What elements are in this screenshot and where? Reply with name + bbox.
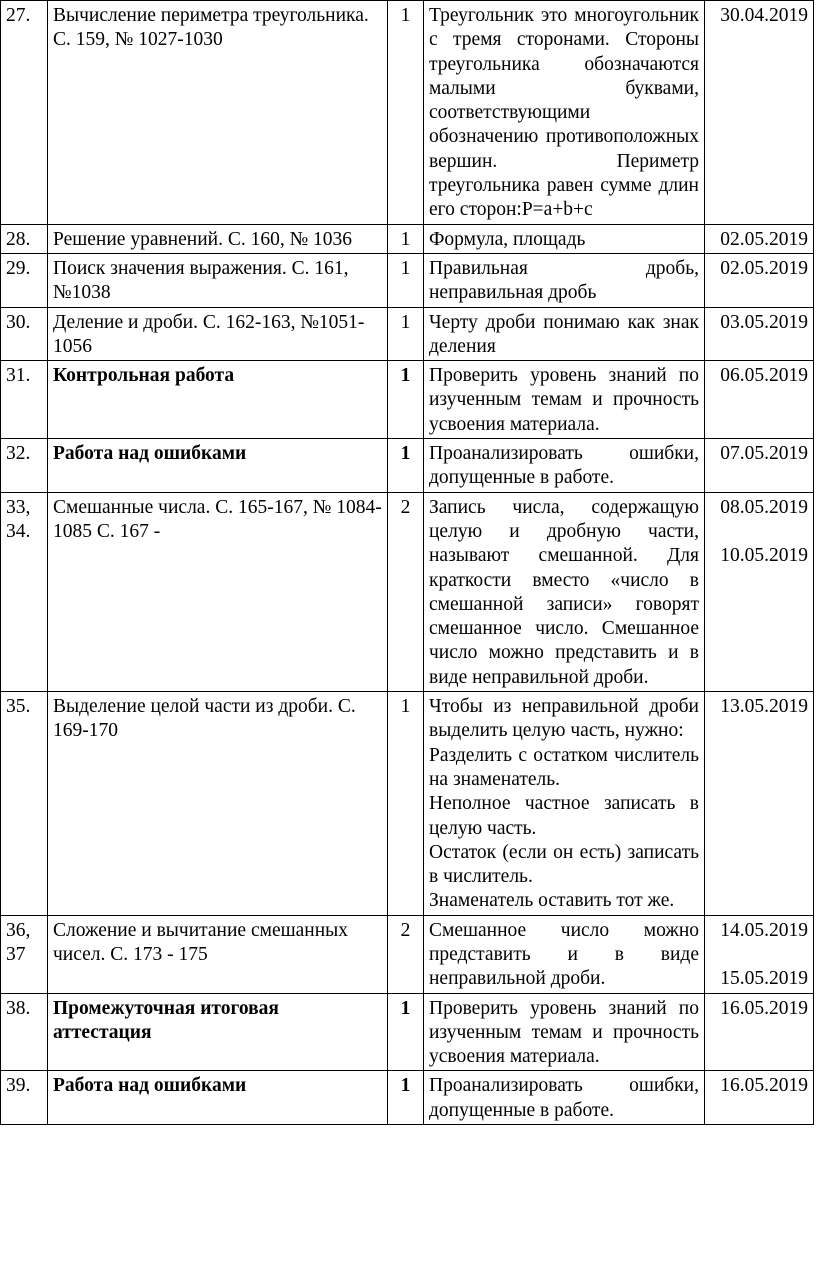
lesson-number: 33, 34. (1, 492, 48, 691)
lesson-number: 32. (1, 439, 48, 493)
lesson-topic: Решение уравнений. С. 160, № 1036 (48, 224, 388, 253)
description-paragraph: Правильная дробь, неправильная дробь (429, 257, 699, 304)
table-row (1, 253, 814, 307)
table-row (1, 993, 814, 1071)
description-paragraph: Неполное частное записать в целую часть. (429, 793, 699, 839)
lesson-topic: Выделение целой части из дроби. С. 169-170 (48, 692, 388, 916)
lesson-number: 39. (1, 1071, 48, 1125)
lesson-description (424, 692, 705, 916)
date-value: 16.05.2019 (720, 1075, 808, 1097)
lesson-topic: Вычисление периметра треугольника. С. 159, № 1027-1030 (48, 1, 388, 225)
table-row (1, 1, 814, 225)
lesson-date (705, 253, 814, 307)
lesson-number: 27. (1, 1, 48, 225)
lesson-hours: 1 (388, 224, 424, 253)
date-value: 16.05.2019 (720, 997, 808, 1019)
lesson-description (424, 1071, 705, 1125)
date-value: 02.05.2019 (720, 228, 808, 250)
description-paragraph: Знаменатель оставить тот же. (429, 890, 675, 912)
description-paragraph: Проверить уровень знаний по изученным темам и прочность усвоения материала. (429, 365, 699, 435)
description-paragraph: Проанализировать ошибки, допущенные в работе. (429, 443, 699, 489)
lesson-topic: Работа над ошибками (48, 439, 388, 493)
lesson-number: 28. (1, 224, 48, 253)
description-paragraph: Чтобы из неправильной дроби выделить целую часть, нужно: (429, 696, 699, 742)
lesson-date (705, 915, 814, 993)
description-paragraph: Проверить уровень знаний по изученным темам и прочность усвоения материала. (429, 997, 699, 1068)
table-row (1, 492, 814, 691)
lesson-topic: Сложение и вычитание смешанных чисел. С. 173 - 175 (48, 915, 388, 993)
date-value: 02.05.2019 (720, 257, 808, 279)
table-row (1, 307, 814, 361)
table-row (1, 224, 814, 253)
lesson-hours: 1 (388, 692, 424, 916)
description-paragraph: Треугольник это многоугольник с тремя сторонами. Стороны треугольника обозначаются малыми буквами, соответствующими обозначению противоположных вершин. Периметр треугольника равен сумме длин его сторон:Р=a+b+c (429, 5, 699, 221)
date-value: 07.05.2019 (720, 443, 808, 465)
lesson-hours: 1 (388, 253, 424, 307)
description-paragraph: Разделить с остатком числитель на знаменатель. (429, 744, 699, 790)
table-row (1, 439, 814, 493)
description-paragraph: Остаток (если он есть) записать в числитель. (429, 841, 699, 888)
description-paragraph: Черту дроби понимаю как знак деления (429, 311, 699, 357)
table-row (1, 361, 814, 439)
lesson-date (705, 439, 814, 493)
lesson-description (424, 361, 705, 439)
lesson-hours: 1 (388, 1071, 424, 1125)
lesson-description (424, 492, 705, 691)
lesson-date (705, 492, 814, 691)
date-value: 13.05.2019 (720, 696, 808, 718)
date-value: 30.04.2019 (720, 5, 808, 26)
description-paragraph: Проанализировать ошибки, допущенные в работе. (429, 1075, 699, 1121)
lesson-topic: Смешанные числа. С. 165-167, № 1084-1085 С. 167 - (48, 492, 388, 691)
lesson-number: 36, 37 (1, 915, 48, 993)
lesson-date (705, 692, 814, 916)
lesson-description (424, 1, 705, 225)
lesson-description (424, 915, 705, 993)
lesson-number: 38. (1, 993, 48, 1071)
table-row (1, 1071, 814, 1125)
lesson-topic: Поиск значения выражения. С. 161, №1038 (48, 253, 388, 307)
date-value: 15.05.2019 (720, 967, 808, 989)
lesson-description (424, 307, 705, 361)
lesson-hours: 1 (388, 439, 424, 493)
lesson-number: 35. (1, 692, 48, 916)
lesson-hours: 1 (388, 307, 424, 361)
date-value: 08.05.2019 (720, 496, 808, 518)
table-row (1, 915, 814, 993)
lesson-topic: Работа над ошибками (48, 1071, 388, 1125)
lesson-hours: 2 (388, 492, 424, 691)
lesson-plan-body (1, 1, 814, 1125)
date-value: 03.05.2019 (720, 311, 808, 333)
lesson-topic: Промежуточная итоговая аттестация (48, 993, 388, 1071)
description-paragraph: Запись числа, содержащую целую и дробную части, называют смешанной. Для краткости вместо «число в смешанной записи» говорят смешанное число. Смешанное число можно представить и в виде неправильной дроби. (429, 496, 699, 688)
lesson-topic: Деление и дроби. С. 162-163, №1051-1056 (48, 307, 388, 361)
lesson-date (705, 993, 814, 1071)
lesson-date (705, 1, 814, 225)
lesson-number: 30. (1, 307, 48, 361)
lesson-topic: Контрольная работа (48, 361, 388, 439)
lesson-number: 31. (1, 361, 48, 439)
lesson-description (424, 224, 705, 253)
description-paragraph: Смешанное число можно представить и в виде неправильной дроби. (429, 919, 699, 990)
lesson-hours: 1 (388, 1, 424, 225)
lesson-date (705, 1071, 814, 1125)
lesson-number: 29. (1, 253, 48, 307)
date-value: 06.05.2019 (720, 365, 808, 387)
lesson-description (424, 253, 705, 307)
date-value: 14.05.2019 (720, 919, 808, 941)
table-row (1, 692, 814, 916)
lesson-description (424, 993, 705, 1071)
lesson-date (705, 361, 814, 439)
lesson-description (424, 439, 705, 493)
description-paragraph: Формула, площадь (429, 228, 586, 250)
lesson-hours: 1 (388, 993, 424, 1071)
lesson-date (705, 224, 814, 253)
lesson-date (705, 307, 814, 361)
date-value: 10.05.2019 (720, 544, 808, 566)
lesson-hours: 1 (388, 361, 424, 439)
lesson-hours: 2 (388, 915, 424, 993)
